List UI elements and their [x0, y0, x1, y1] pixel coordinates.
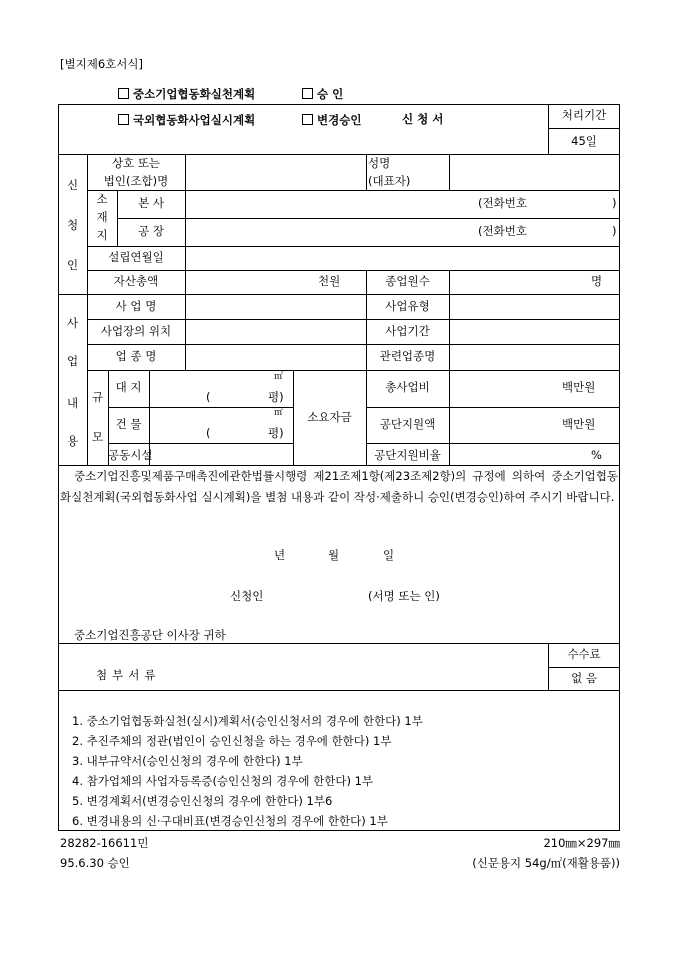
total-cost-label: 총사업비: [385, 380, 430, 394]
support-ratio-label: 공단지원비율: [374, 448, 441, 462]
checkbox-practice-plan[interactable]: [118, 88, 129, 99]
representative-field[interactable]: [450, 155, 619, 189]
land-pyeong-open: (: [206, 390, 211, 404]
business-side-2: 업: [66, 354, 79, 368]
fee-value: 없 음: [571, 671, 597, 685]
title-option-approval[interactable]: 승 인: [302, 88, 343, 101]
building-label: 건 물: [115, 417, 142, 431]
business-period-label: 사업기간: [385, 324, 430, 338]
location-label-1: 소: [96, 192, 108, 206]
scale-label-1: 규: [91, 390, 104, 404]
statement-text: 중소기업진흥및제품구매촉진에관한법률시행령 제21조제1항(제23조제2항)의 규정에 의하여 중소기업협동화실천계획(국외협동화사업 실시계획)을 별첨 내용과 같이 작성·제출하니 승인(변경승인)하여 주시기 바랍니다.: [60, 469, 618, 504]
attachment-item: 2. 추진주체의 정관(법인이 승인신청을 하는 경우에 한한다) 1부: [72, 734, 392, 748]
checkbox-change-approval[interactable]: [302, 114, 313, 125]
support-amount-unit: 백만원: [562, 417, 596, 431]
business-name-field[interactable]: [186, 295, 365, 318]
date-year: 년: [274, 548, 286, 562]
location-label-3: 지: [96, 228, 108, 242]
recipient: 중소기업진흥공단 이사장 귀하: [74, 628, 226, 642]
factory-phone-close: ): [612, 224, 617, 238]
title-option-change-approval[interactable]: 변경승인: [302, 114, 361, 127]
form-code: 28282-16611민: [60, 836, 149, 850]
attachment-item: 1. 중소기업협동화실천(실시)계획서(승인신청서의 경우에 한한다) 1부: [72, 714, 423, 728]
support-ratio-unit: %: [591, 448, 602, 462]
title-option-overseas-plan[interactable]: 국외협동화사업실시계획: [118, 114, 255, 127]
land-area-unit: ㎡: [274, 372, 284, 382]
applicant-signature-label: 신청인: [230, 589, 264, 603]
approval-date: 95.6.30 승인: [60, 856, 130, 870]
support-amount-label: 공단지원액: [379, 417, 436, 431]
attachment-item: 5. 변경계획서(변경승인신청의 경우에 한한다) 1부6: [72, 794, 333, 808]
representative-label-1: 성명: [368, 156, 391, 170]
processing-label: 처리기간: [561, 108, 607, 122]
applicant-side-1: 신: [66, 178, 79, 192]
location-label-2: 재: [96, 210, 108, 224]
processing-value: 45일: [571, 134, 597, 148]
factory-address-field[interactable]: [186, 219, 476, 245]
company-name-field[interactable]: [186, 155, 365, 189]
paper-size: 210㎜×297㎜: [543, 836, 620, 850]
land-pyeong-unit: 평): [268, 390, 284, 404]
representative-label-2: (대표자): [368, 174, 411, 188]
date-month: 월: [328, 548, 340, 562]
building-area-unit: ㎡: [274, 408, 284, 418]
head-office-address-field[interactable]: [186, 191, 476, 217]
shared-facility-label: 공동시설: [108, 448, 153, 462]
business-side-1: 사: [66, 316, 79, 330]
head-office-phone-label: (전화번호: [478, 196, 527, 210]
land-label: 대 지: [115, 380, 142, 394]
applicant-side-3: 인: [66, 258, 79, 272]
assets-unit: 천원: [318, 274, 341, 288]
title-suffix: 신 청 서: [402, 112, 444, 126]
assets-label: 자산총액: [113, 274, 159, 288]
factory-label: 공 장: [138, 224, 164, 238]
form-label: [별지제6호서식]: [60, 57, 143, 71]
business-location-label: 사업장의 위치: [100, 324, 172, 338]
checkbox-approval[interactable]: [302, 88, 313, 99]
founded-date-field[interactable]: [186, 247, 619, 269]
business-side-3: 내: [66, 396, 79, 410]
attachment-item: 4. 참가업체의 사업자등록증(승인신청의 경우에 한한다) 1부: [72, 774, 374, 788]
business-name-label: 사 업 명: [115, 299, 157, 313]
head-office-label: 본 사: [138, 196, 164, 210]
founded-label: 설립연월일: [108, 250, 164, 264]
company-name-label-2: 법인(조합)명: [103, 174, 169, 188]
fee-label: 수수료: [567, 647, 601, 661]
scale-label-2: 모: [91, 430, 104, 444]
business-side-4: 용: [66, 434, 79, 448]
company-name-label-1: 상호 또는: [111, 156, 161, 170]
employees-unit: 명: [591, 274, 603, 288]
business-type-label: 사업유형: [385, 299, 430, 313]
building-pyeong-unit: 평): [268, 426, 284, 440]
employees-label: 종업원수: [385, 274, 430, 288]
attachment-item: 3. 내부규약서(승인신청의 경우에 한한다) 1부: [72, 754, 303, 768]
building-pyeong-open: (: [206, 426, 211, 440]
attachment-item: 6. 변경내용의 신·구대비표(변경승인신청의 경우에 한한다) 1부: [72, 814, 388, 828]
signature-hint: (서명 또는 인): [368, 589, 440, 603]
related-industry-label: 관련업종명: [379, 349, 436, 363]
factory-phone-label: (전화번호: [478, 224, 527, 238]
title-option-practice-plan[interactable]: 중소기업협동화실천계획: [118, 88, 255, 101]
attachments-title: 첨부서류: [96, 668, 161, 682]
checkbox-overseas-plan[interactable]: [118, 114, 129, 125]
industry-label: 업 종 명: [115, 349, 157, 363]
funds-label: 소요자금: [307, 410, 352, 424]
date-day: 일: [383, 548, 395, 562]
total-cost-unit: 백만원: [562, 380, 596, 394]
applicant-side-2: 청: [66, 218, 79, 232]
head-office-phone-close: ): [612, 196, 617, 210]
paper-type: (신문용지 54g/㎡(재활용품)): [472, 856, 620, 870]
